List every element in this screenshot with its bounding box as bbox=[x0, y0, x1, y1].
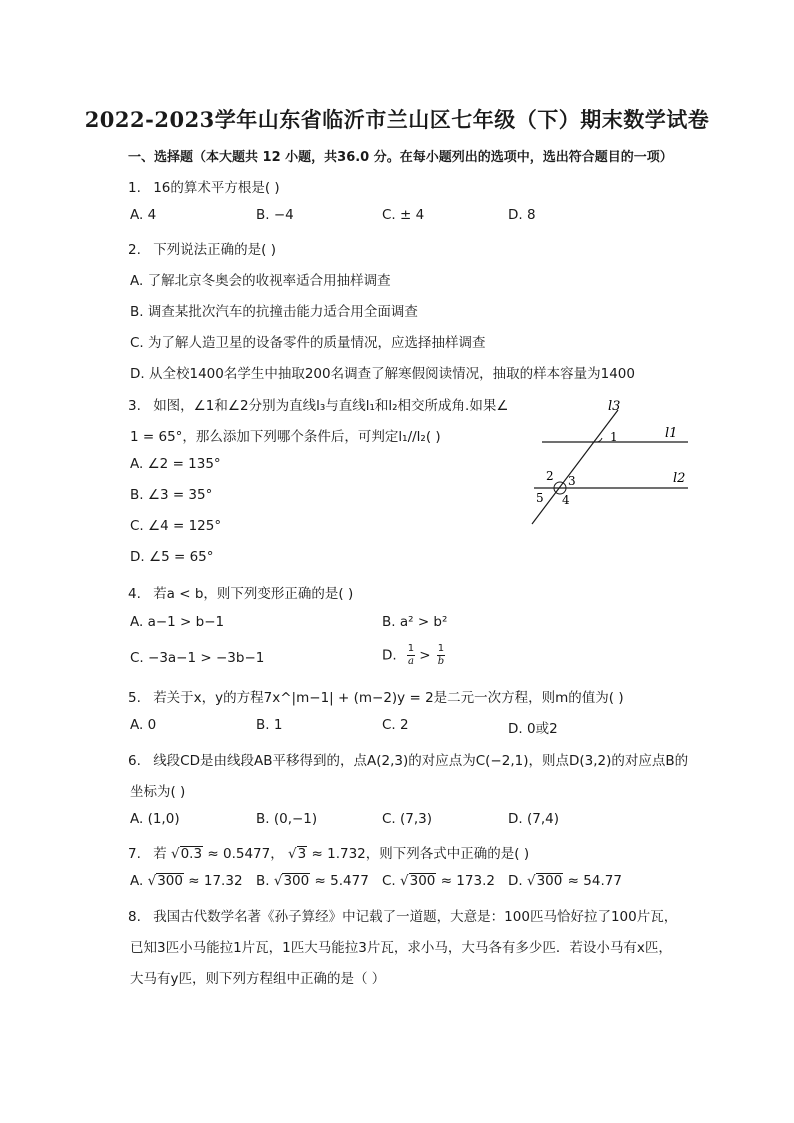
q4-option-d bbox=[382, 644, 445, 667]
q2-text: 下列说法正确的是( ) bbox=[153, 242, 277, 258]
q7-value-2: ≈ 1.732，则下列各式中正确的是( ) bbox=[311, 846, 530, 862]
q1-number: 1. bbox=[128, 180, 141, 196]
q7-number: 7. bbox=[128, 846, 141, 862]
q1-option-b: B. −4 bbox=[256, 207, 294, 223]
q5-option-b: B. 1 bbox=[256, 717, 283, 733]
q4-d-den-b: b bbox=[437, 656, 445, 667]
q7-a-radicand: 300 bbox=[157, 873, 183, 889]
q6-option-a: A. (1,0) bbox=[130, 811, 180, 827]
line-l3 bbox=[532, 410, 618, 524]
q7-radicand-2: 3 bbox=[297, 846, 307, 862]
q7-b-value: ≈ 5.477 bbox=[314, 873, 369, 889]
q7-c-value: ≈ 173.2 bbox=[440, 873, 495, 889]
q1-option-d: D. 8 bbox=[508, 207, 536, 223]
q4-d-den-a: a bbox=[408, 656, 414, 667]
q7-d-radicand: 300 bbox=[536, 873, 563, 889]
q8-line-3: 大马有y匹，则下列方程组中正确的是（ ） bbox=[130, 971, 386, 987]
q4-option-b: B. a² > b² bbox=[382, 614, 448, 630]
question-1 bbox=[128, 176, 280, 196]
q7-radicand-1: 0.3 bbox=[180, 846, 203, 862]
label-angle-3: 3 bbox=[568, 474, 576, 488]
label-l1: l1 bbox=[665, 426, 678, 441]
q7-value-1: ≈ 0.5477， bbox=[207, 846, 284, 862]
q7-d-label: D. bbox=[508, 873, 523, 889]
q7-option-d: D. √300 ≈ 54.77 bbox=[508, 873, 622, 889]
q7-a-value: ≈ 17.32 bbox=[188, 873, 243, 889]
q3-option-c: C. ∠4 = 125° bbox=[130, 518, 222, 534]
q6-number: 6. bbox=[128, 753, 141, 769]
label-l2: l2 bbox=[673, 471, 686, 486]
q6-option-d: D. (7,4) bbox=[508, 811, 559, 827]
q7-d-value: ≈ 54.77 bbox=[567, 873, 622, 889]
q4-option-a: A. a−1 > b−1 bbox=[130, 614, 225, 630]
question-2 bbox=[128, 238, 276, 258]
q5-text: 若关于x，y的方程7x^|m−1| + (m−2)y = 2是二元一次方程，则m的值为( ) bbox=[153, 690, 624, 706]
q2-option-a: A. 了解北京冬奥会的收视率适合用抽样调查 bbox=[130, 273, 391, 289]
q3-line-2: 1 = 65°，那么添加下列哪个条件后，可判定l₁//l₂( ) bbox=[130, 429, 441, 445]
q4-number: 4. bbox=[128, 586, 141, 602]
q6-option-b: B. (0,−1) bbox=[256, 811, 318, 827]
q4-option-c: C. −3a−1 > −3b−1 bbox=[130, 650, 265, 666]
question-6 bbox=[128, 749, 688, 769]
q6-line-1: 线段CD是由线段AB平移得到的，点A(2,3)的对应点为C(−2,1)，则点D(3,2)的对应点B的 bbox=[153, 753, 689, 769]
question-7: 7. 若 √0.3 ≈ 0.5477， √3 ≈ 1.732，则下列各式中正确的是( ) bbox=[128, 846, 530, 862]
q8-line-2: 已知3匹小马能拉1片瓦，1匹大马能拉3片瓦，求小马，大马各有多少匹．若设小马有x匹， bbox=[130, 940, 672, 956]
q8-number: 8. bbox=[128, 909, 141, 925]
question-4 bbox=[128, 582, 353, 602]
q7-c-label: C. bbox=[382, 873, 396, 889]
q3-line-1: 如图，∠1和∠2分别为直线l₃与直线l₁和l₂相交所成角.如果∠ bbox=[153, 398, 509, 414]
q2-option-d: D. 从全校1400名学生中抽取200名调查了解寒假阅读情况，抽取的样本容量为1400 bbox=[130, 366, 635, 382]
q2-option-b: B. 调查某批次汽车的抗撞击能力适合用全面调查 bbox=[130, 304, 418, 320]
label-angle-4: 4 bbox=[562, 493, 570, 507]
q3-option-b: B. ∠3 = 35° bbox=[130, 487, 213, 503]
q7-b-radicand: 300 bbox=[283, 873, 310, 889]
q5-option-d: D. 0或2 bbox=[508, 721, 558, 737]
label-angle-1: 1 bbox=[610, 430, 618, 444]
q4-d-label: D. bbox=[382, 647, 397, 664]
q7-b-label: B. bbox=[256, 873, 270, 889]
label-l3: l3 bbox=[608, 399, 621, 414]
q6-line-2: 坐标为( ) bbox=[130, 784, 186, 800]
question-5 bbox=[128, 686, 624, 706]
q7-pre: 若 bbox=[153, 846, 167, 862]
q4-text: 若a < b，则下列变形正确的是( ) bbox=[153, 586, 354, 602]
question-3 bbox=[128, 394, 508, 414]
q8-line-1: 我国古代数学名著《孙子算经》中记载了一道题，大意是：100匹马恰好拉了100片瓦， bbox=[153, 909, 678, 925]
q1-option-a: A. 4 bbox=[130, 207, 157, 223]
section-heading: 一、选择题（本大题共 12 小题，共36.0 分。在每小题列出的选项中，选出符合题目的一项） bbox=[128, 150, 673, 165]
q2-option-c: C. 为了解人造卫星的设备零件的质量情况，应选择抽样调查 bbox=[130, 335, 486, 351]
q4-d-num-2: 1 bbox=[437, 643, 445, 654]
q7-a-label: A. bbox=[130, 873, 144, 889]
q7-option-a: A. √300 ≈ 17.32 bbox=[130, 873, 243, 889]
q6-option-c: C. (7,3) bbox=[382, 811, 433, 827]
q1-text: 16的算术平方根是( ) bbox=[153, 180, 280, 196]
q5-option-a: A. 0 bbox=[130, 717, 157, 733]
q4-d-num-1: 1 bbox=[407, 643, 415, 654]
q5-number: 5. bbox=[128, 690, 141, 706]
q3-figure bbox=[520, 392, 700, 532]
label-angle-2: 2 bbox=[546, 469, 554, 483]
q1-option-c: C. ± 4 bbox=[382, 207, 425, 223]
question-8 bbox=[128, 905, 677, 925]
q7-option-b: B. √300 ≈ 5.477 bbox=[256, 873, 369, 889]
page-title: 2022-2023学年山东省临沂市兰山区七年级（下）期末数学试卷 bbox=[84, 107, 710, 132]
q3-option-d: D. ∠5 = 65° bbox=[130, 549, 214, 565]
q4-d-gt: > bbox=[419, 647, 431, 664]
label-angle-5: 5 bbox=[536, 491, 544, 505]
q2-number: 2. bbox=[128, 242, 141, 258]
q7-option-c: C. √300 ≈ 173.2 bbox=[382, 873, 495, 889]
q3-option-a: A. ∠2 = 135° bbox=[130, 456, 221, 472]
q5-option-c: C. 2 bbox=[382, 717, 409, 733]
q7-c-radicand: 300 bbox=[409, 873, 436, 889]
q3-number: 3. bbox=[128, 398, 141, 414]
